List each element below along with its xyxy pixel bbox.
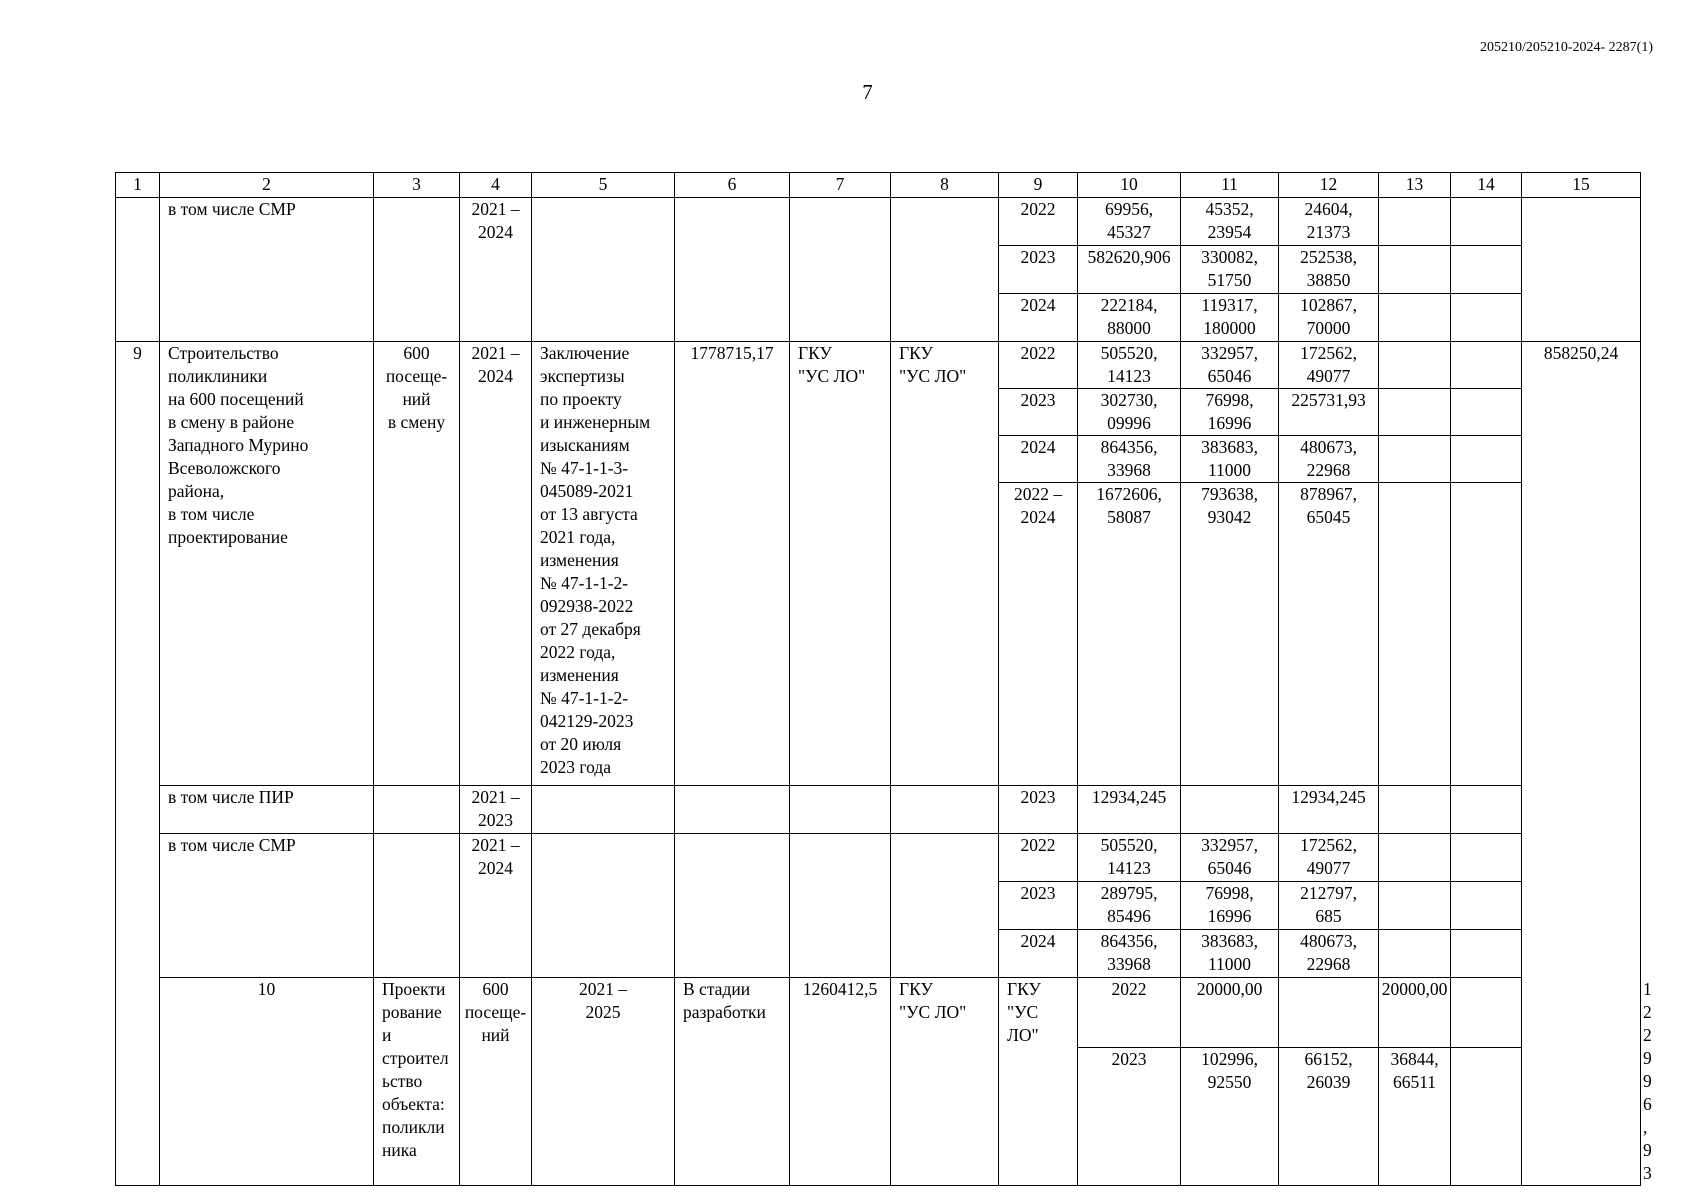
column-header: 11 (1181, 173, 1279, 198)
table-row (116, 198, 1641, 246)
total-cell: 20000,00 (1181, 978, 1279, 1048)
expertise-cell (532, 786, 675, 834)
federal-cell: 793638, 93042 (1181, 483, 1279, 786)
cost-cell: 1260412,5 (790, 978, 891, 1186)
capacity-cell: 600 посеще- ний в смену (374, 342, 460, 786)
year-cell: 2023 (999, 786, 1078, 834)
builder-cell (891, 834, 999, 978)
cost-cell (675, 834, 790, 978)
expertise-cell: Заключение экспертизы по проекту и инженерным изысканиям № 47-1-1-3- 045089-2021 от 13 августа 2021 года, изменения № 47-1-1-2- 092938-2022 от 27 декабря 2022 года, изменения № 47-1-1-2- 042129-2023 от 20 июля 2023 года (532, 342, 675, 786)
empty-cell (1451, 930, 1522, 978)
table-row (116, 834, 1641, 882)
row-number-cell: 9 (116, 342, 160, 1186)
federal-cell: 76998, 16996 (1181, 389, 1279, 436)
year-cell: 2024 (999, 930, 1078, 978)
empty-cell (1379, 930, 1451, 978)
object-name-cell: Проектирование и строительство объекта: поликлиника (374, 978, 460, 1186)
customer-cell: ГКУ "УС ЛО" (790, 342, 891, 786)
regional-cell: 12934,245 (1279, 786, 1379, 834)
customer-cell: ГКУ "УС ЛО" (891, 978, 999, 1186)
empty-cell (1379, 389, 1451, 436)
cost-cell (675, 786, 790, 834)
empty-cell (1451, 834, 1522, 882)
year-cell: 2023 (999, 389, 1078, 436)
capacity-cell (374, 834, 460, 978)
empty-cell (1451, 389, 1522, 436)
cost-cell: 1778715,17 (675, 342, 790, 786)
customer-cell (790, 834, 891, 978)
federal-cell: 66152, 26039 (1279, 1048, 1379, 1186)
column-header: 6 (675, 173, 790, 198)
column-header: 9 (999, 173, 1078, 198)
column-header: 15 (1522, 173, 1641, 198)
object-name-cell: в том числе ПИР (160, 786, 374, 834)
object-name-cell: в том числе СМР (160, 198, 374, 342)
federal-cell: 76998, 16996 (1181, 882, 1279, 930)
builder-cell: ГКУ "УС ЛО" (891, 342, 999, 786)
builder-cell (891, 786, 999, 834)
column-header: 3 (374, 173, 460, 198)
empty-cell (1379, 834, 1451, 882)
builder-cell (891, 198, 999, 342)
investment-table (115, 172, 1652, 1186)
year-cell: 2023 (999, 246, 1078, 294)
page-number: 7 (862, 80, 873, 104)
capacity-cell (374, 786, 460, 834)
empty-cell (1379, 198, 1451, 246)
column-header: 4 (460, 173, 532, 198)
header-row (116, 173, 1641, 198)
federal-cell: 383683, 11000 (1181, 930, 1279, 978)
capacity-cell (374, 198, 460, 342)
empty-cell (1451, 1048, 1522, 1186)
empty-cell (1451, 198, 1522, 246)
table-row: 10 Проектирование и строительство объекта: поликлиника 600 посеще- ний 2021 – 2025 В стадии разработки 1260412,5 ГКУ "УС ЛО" ГКУ "УС ЛО" 2022 20000,00 20000,00 122996,93 (116, 978, 1641, 1048)
object-name-cell: Строительство поликлиники на 600 посещений в смену в районе Западного Мурино Всеволожского района, в том числе проектирование (160, 342, 374, 786)
row-number-cell (116, 198, 160, 342)
total-cell: 222184, 88000 (1078, 294, 1181, 342)
column-header: 8 (891, 173, 999, 198)
table-row (116, 786, 1641, 834)
year-cell: 2022 (999, 198, 1078, 246)
empty-cell (1379, 436, 1451, 483)
federal-cell (1279, 978, 1379, 1048)
empty-cell (1451, 246, 1522, 294)
federal-cell: 332957, 65046 (1181, 834, 1279, 882)
total-cell: 69956, 45327 (1078, 198, 1181, 246)
table-row (116, 342, 1641, 389)
expertise-cell (532, 834, 675, 978)
total-cell: 1672606, 58087 (1078, 483, 1181, 786)
year-cell: 2022 (1078, 978, 1181, 1048)
period-cell: 2021 – 2024 (460, 342, 532, 786)
regional-cell: 102867, 70000 (1279, 294, 1379, 342)
period-cell: 2021 – 2024 (460, 198, 532, 342)
regional-cell: 878967, 65045 (1279, 483, 1379, 786)
column-header: 13 (1379, 173, 1451, 198)
total-cell: 302730, 09996 (1078, 389, 1181, 436)
column-header: 14 (1451, 173, 1522, 198)
empty-cell (1451, 436, 1522, 483)
period-cell: 2021 – 2024 (460, 834, 532, 978)
year-cell: 2022 (999, 342, 1078, 389)
empty-cell (1379, 786, 1451, 834)
capacity-cell: 600 посеще- ний (460, 978, 532, 1186)
federal-cell (1181, 786, 1279, 834)
total-cell: 12934,245 (1078, 786, 1181, 834)
year-cell: 2023 (999, 882, 1078, 930)
regional-cell: 20000,00 (1379, 978, 1451, 1048)
regional-cell: 480673, 22968 (1279, 436, 1379, 483)
empty-cell (1451, 786, 1522, 834)
total-cell: 864356, 33968 (1078, 436, 1181, 483)
total-cell: 289795, 85496 (1078, 882, 1181, 930)
empty-cell (1379, 246, 1451, 294)
total-cell: 505520, 14123 (1078, 342, 1181, 389)
document-id: 205210/205210-2024- 2287(1) (1479, 40, 1653, 55)
year-cell: 2024 (999, 436, 1078, 483)
empty-cell (1379, 294, 1451, 342)
period-cell: 2021 – 2025 (532, 978, 675, 1186)
total-cell: 582620,906 (1078, 246, 1181, 294)
year-cell: 2022 – 2024 (999, 483, 1078, 786)
federal-cell: 119317, 180000 (1181, 294, 1279, 342)
regional-cell: 225731,93 (1279, 389, 1379, 436)
column-header: 12 (1279, 173, 1379, 198)
empty-cell (1451, 483, 1522, 786)
total-cell: 102996, 92550 (1181, 1048, 1279, 1186)
total-cell: 505520, 14123 (1078, 834, 1181, 882)
row-number-cell: 10 (160, 978, 374, 1186)
regional-cell: 252538, 38850 (1279, 246, 1379, 294)
empty-cell (1451, 294, 1522, 342)
regional-cell: 24604, 21373 (1279, 198, 1379, 246)
column-header: 2 (160, 173, 374, 198)
regional-cell: 212797, 685 (1279, 882, 1379, 930)
column-header: 5 (532, 173, 675, 198)
regional-cell: 172562, 49077 (1279, 834, 1379, 882)
year-cell: 2024 (999, 294, 1078, 342)
expertise-cell (532, 198, 675, 342)
regional-cell: 480673, 22968 (1279, 930, 1379, 978)
federal-cell: 383683, 11000 (1181, 436, 1279, 483)
empty-cell (1451, 978, 1522, 1048)
column-header: 10 (1078, 173, 1181, 198)
regional-cell: 172562, 49077 (1279, 342, 1379, 389)
remainder-cell: 858250,24 (1522, 342, 1641, 1186)
federal-cell: 45352, 23954 (1181, 198, 1279, 246)
cost-cell (675, 198, 790, 342)
period-cell: 2021 – 2023 (460, 786, 532, 834)
empty-cell (1379, 342, 1451, 389)
federal-cell: 332957, 65046 (1181, 342, 1279, 389)
empty-cell (1379, 483, 1451, 786)
federal-cell: 330082, 51750 (1181, 246, 1279, 294)
total-cell: 864356, 33968 (1078, 930, 1181, 978)
year-cell: 2023 (1078, 1048, 1181, 1186)
customer-cell (790, 786, 891, 834)
column-header: 7 (790, 173, 891, 198)
year-cell: 2022 (999, 834, 1078, 882)
object-name-cell: в том числе СМР (160, 834, 374, 978)
empty-cell (1451, 342, 1522, 389)
remainder-cell (1522, 198, 1641, 342)
builder-cell: ГКУ "УС ЛО" (999, 978, 1078, 1186)
column-header: 1 (116, 173, 160, 198)
empty-cell (1451, 882, 1522, 930)
expertise-cell: В стадии разработки (675, 978, 790, 1186)
regional-cell: 36844, 66511 (1379, 1048, 1451, 1186)
customer-cell (790, 198, 891, 342)
empty-cell (1379, 882, 1451, 930)
